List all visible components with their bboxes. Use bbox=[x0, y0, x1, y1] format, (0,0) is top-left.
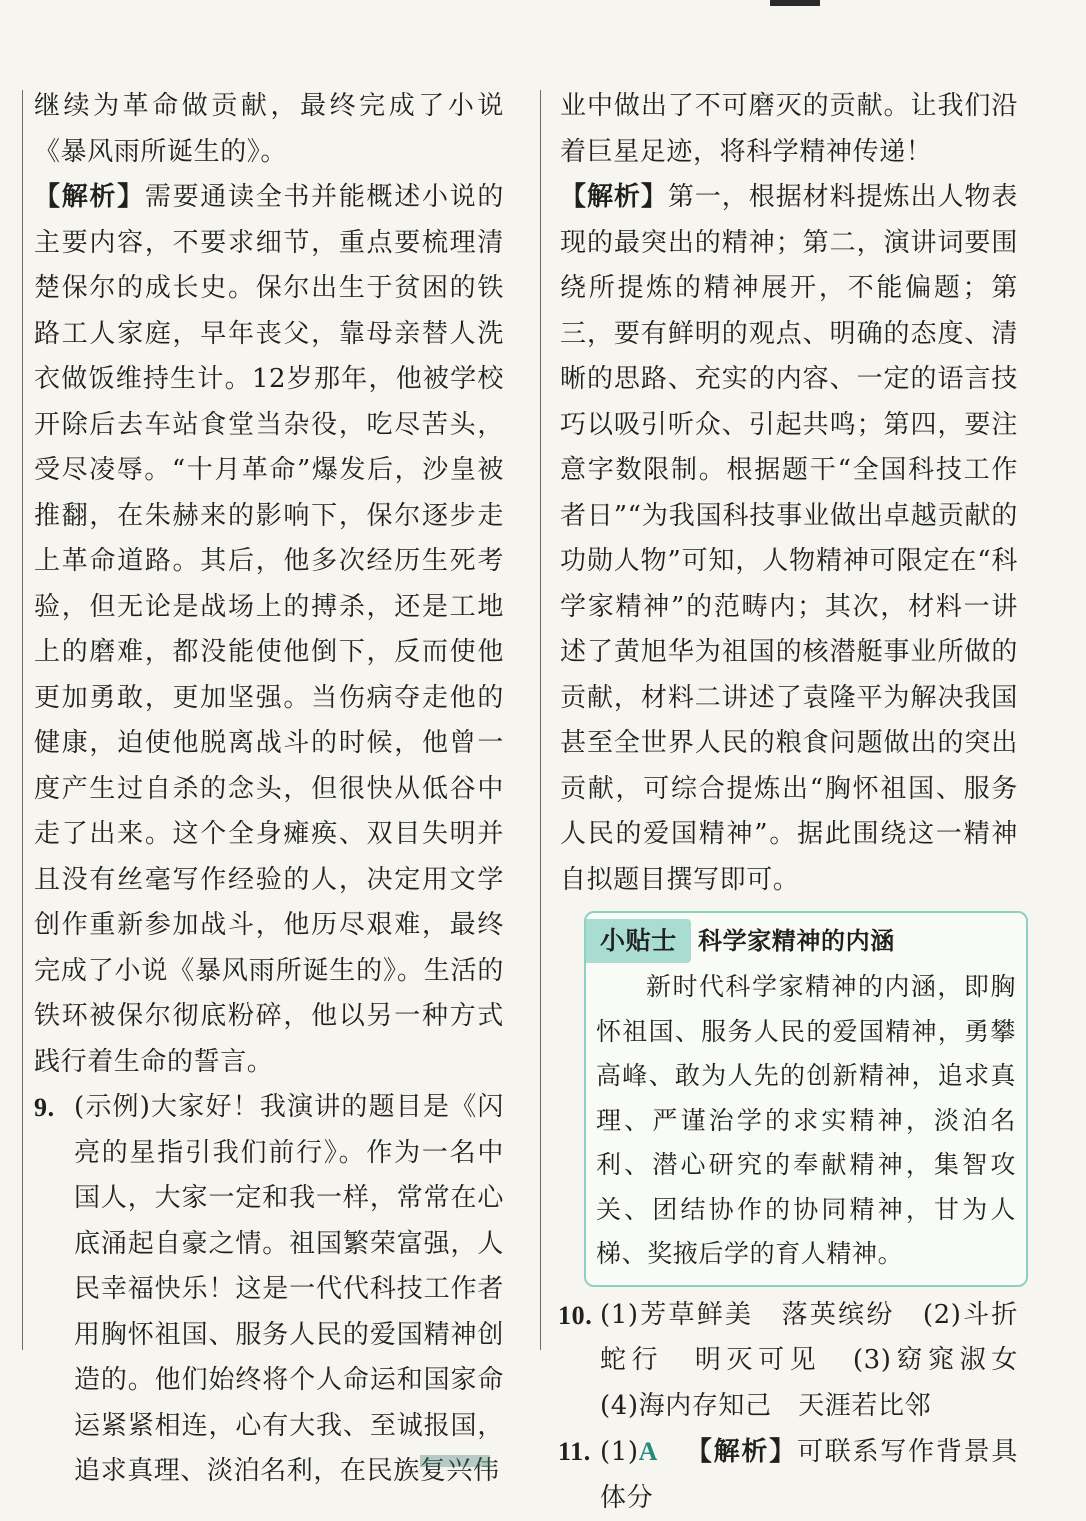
column-divider bbox=[540, 90, 541, 1350]
question-11-text: 可联系写作背景具体分 bbox=[600, 1437, 1018, 1513]
question-number: 11. bbox=[558, 1437, 591, 1466]
tip-box bbox=[584, 911, 1028, 1287]
left-column bbox=[34, 84, 504, 1495]
bottom-edge-mark bbox=[420, 1455, 490, 1467]
question-10-text: (1)芳草鲜美 落英缤纷 (2)斗折蛇行 明灭可见 (3)窈窕淑女 (4)海内存知己 天涯若比邻 bbox=[600, 1299, 1045, 1421]
question-9 bbox=[34, 1085, 504, 1495]
question-number: 10. bbox=[558, 1300, 593, 1330]
analysis-label: 【解析】 bbox=[684, 1437, 797, 1467]
tip-body: 新时代科学家精神的内涵，即胸怀祖国、服务人民的爱国精神，勇攀高峰、敢为人先的创新精神，追求真理、严谨治学的求实精神，淡泊名利、潜心研究的奉献精神，集智攻关、团结协作的协同精神，甘为人梯、奖掖后学的育人精神。 bbox=[596, 972, 1016, 1268]
continuation-text: 业中做出了不可磨灭的贡献。让我们沿着巨星足迹，将科学精神传递！ bbox=[560, 91, 1018, 167]
right-column bbox=[558, 84, 1045, 1521]
answer-letter: A bbox=[638, 1437, 659, 1466]
tip-header bbox=[586, 919, 1016, 965]
tip-title: 科学家精神的内涵 bbox=[698, 927, 895, 955]
question-number: 9. bbox=[34, 1093, 55, 1122]
analysis-text: 第一，根据材料提炼出人物表现的最突出的精神；第二，演讲词要围绕所提炼的精神展开，不能偏题；第三，要有鲜明的观点、明确的态度、清晰的思路、充实的内容、一定的语言技巧以吸引听众、引起共鸣；第四，要注意字数限制。根据题干“全国科技工作者日”“为我国科技事业做出卓越贡献的功勋人物”可知，人物精神可限定在“科学家精神”的范畴内；其次，材料一讲述了黄旭华为祖国的核潜艇事业所做的贡献，材料二讲述了袁隆平为解决我国甚至全世界人民的粮食问题做出的突出贡献，可综合提炼出“胸怀祖国、服务人民的爱国精神”。据此围绕这一精神自拟题目撰写即可。 bbox=[560, 182, 1018, 895]
analysis-label: 【解析】 bbox=[560, 182, 668, 212]
analysis-label: 【解析】 bbox=[34, 182, 145, 212]
top-edge-mark bbox=[770, 0, 820, 6]
analysis-paragraph bbox=[34, 175, 504, 1085]
question-11-prefix: (1) bbox=[600, 1437, 639, 1467]
analysis-text: 需要通读全书并能概述小说的主要内容，不要求细节，重点要梳理清楚保尔的成长史。保尔出生于贫困的铁路工人家庭，早年丧父，靠母亲替人洗衣做饭维持生计。12岁那年，他被学校开除后去车站食堂当杂役，吃尽苦头，受尽凌辱。“十月革命”爆发后，沙皇被推翻，在朱赫来的影响下，保尔逐步走上革命道路。其后，他多次经历生死考验，但无论是战场上的搏杀，还是工地上的磨难，都没能使他倒下，反而使他更加勇敢，更加坚强。当伤病夺走他的健康，迫使他脱离战斗的时候，他曾一度产生过自杀的念头，但很快从低谷中走了出来。这个全身瘫痪、双目失明并且没有丝毫写作经验的人，决定用文学创作重新参加战斗，他历尽艰难，最终完成了小说《暴风雨所诞生的》。生活的铁环被保尔彻底粉碎，他以另一种方式践行着生命的誓言。 bbox=[34, 182, 504, 1077]
left-margin-rule bbox=[22, 90, 23, 1350]
question-10 bbox=[558, 1293, 1045, 1430]
continuation-text: 继续为革命做贡献，最终完成了小说《暴风雨所诞生的》。 bbox=[34, 91, 504, 167]
analysis-paragraph bbox=[560, 175, 1018, 903]
question-9-text: (示例)大家好！我演讲的题目是《闪亮的星指引我们前行》。作为一名中国人，大家一定和我一样，常常在心底涌起自豪之情。祖国繁荣富强，人民幸福快乐！这是一代代科技工作者用胸怀祖国、服务人民的爱国精神创造的。他们始终将个人命运和国家命运紧紧相连，心有大我、至诚报国，追求真理、淡泊名利，在民族复兴伟 bbox=[74, 1092, 504, 1486]
tip-badge: 小贴士 bbox=[586, 919, 691, 963]
question-11 bbox=[560, 1429, 1018, 1521]
